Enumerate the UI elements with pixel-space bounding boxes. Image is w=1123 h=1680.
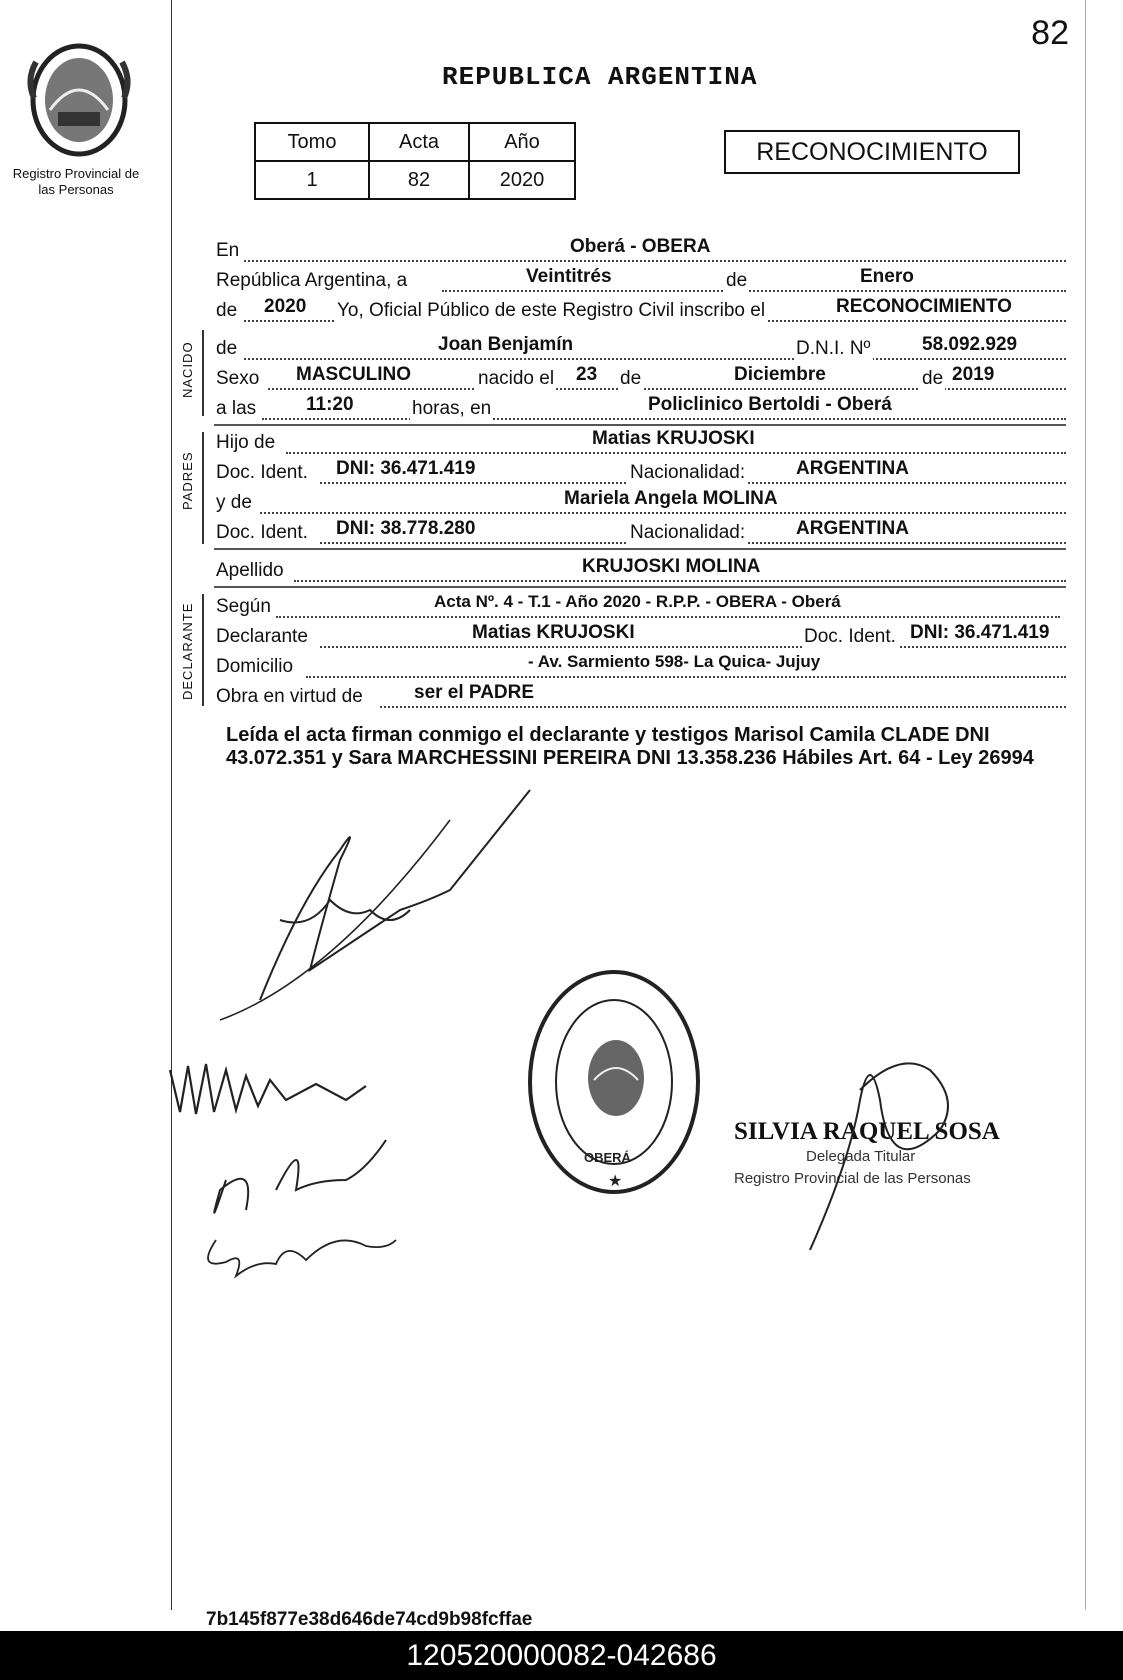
volume-table	[254, 122, 576, 200]
side-label-declarante: DECLARANTE	[180, 602, 195, 700]
row-according: Según Acta Nº. 4 - T.1 - Año 2020 - R.P.P. - OBERA - Oberá	[216, 592, 1066, 622]
row-sex-birth: Sexo MASCULINO nacido el 23 de Diciembre de 2019	[216, 364, 1066, 394]
mother-nat-value: ARGENTINA	[796, 518, 909, 539]
birth-day-value: 23	[576, 364, 598, 385]
act-type-box: RECONOCIMIENTO	[724, 130, 1020, 174]
day-value: Veintitrés	[526, 266, 612, 287]
declarant-signature-icon	[190, 780, 540, 1050]
capacity-value: ser el PADRE	[414, 682, 535, 703]
stamp-city: OBERÁ	[584, 1150, 631, 1165]
page-number: 82	[1031, 14, 1069, 52]
birth-month-value: Diciembre	[734, 364, 826, 385]
mother-doc-value: DNI: 38.778.280	[336, 518, 476, 539]
father-value: Matias KRUJOSKI	[592, 428, 755, 449]
row-father: Hijo de Matias KRUJOSKI	[216, 428, 1066, 458]
sex-value: MASCULINO	[296, 364, 412, 385]
official-org: Registro Provincial de las Personas	[734, 1170, 971, 1187]
anio-header: Año	[469, 123, 575, 161]
row-address: Domicilio - Av. Sarmiento 598- La Quica- Jujuy	[216, 652, 1066, 682]
surname-value: KRUJOSKI MOLINA	[582, 556, 761, 577]
mother-value: Mariela Angela MOLINA	[564, 488, 778, 509]
tomo-header: Tomo	[255, 123, 369, 161]
row-year: de 2020 Yo, Oficial Público de este Registro Civil inscribo el RECONOCIMIENTO	[216, 296, 1066, 326]
father-doc-value: DNI: 36.471.419	[336, 458, 476, 479]
document-hash: 7b145f877e38d646de74cd9b98fcffae	[206, 1609, 533, 1630]
tomo-value: 1	[255, 161, 369, 199]
registry-name: Registro Provincial de las Personas	[12, 166, 140, 197]
side-label-padres: PADRES	[180, 451, 195, 510]
month-value: Enero	[860, 266, 914, 287]
row-place: En Oberá - OBERA	[216, 236, 1066, 266]
anio-value: 2020	[469, 161, 575, 199]
father-nat-value: ARGENTINA	[796, 458, 909, 479]
acta-value: 82	[369, 161, 469, 199]
row-date: República Argentina, a Veintitrés de Enero	[216, 266, 1066, 296]
declarant-doc-value: DNI: 36.471.419	[910, 622, 1050, 643]
place-value: Oberá - OBERA	[570, 236, 711, 257]
birth-year-value: 2019	[952, 364, 995, 385]
row-surname: Apellido KRUJOSKI MOLINA	[216, 556, 1066, 586]
right-margin-rule	[1085, 0, 1086, 1610]
row-declarant: Declarante Matias KRUJOSKI Doc. Ident. DNI: 36.471.419	[216, 622, 1066, 652]
official-name: SILVIA RAQUEL SOSA	[734, 1118, 1000, 1145]
row-child: de Joan Benjamín D.N.I. Nº 58.092.929	[216, 334, 1066, 364]
row-time-place: a las 11:20 horas, en Policlinico Bertoldi - Oberá	[216, 394, 1066, 424]
declarante-bar	[202, 594, 204, 706]
according-to-value: Acta Nº. 4 - T.1 - Año 2020 - R.P.P. - OBERA - Oberá	[434, 592, 841, 611]
margin-rule	[171, 0, 172, 1610]
acta-header: Acta	[369, 123, 469, 161]
nacido-bar	[202, 330, 204, 416]
birth-time-value: 11:20	[306, 394, 354, 415]
year-value: 2020	[264, 296, 307, 317]
padres-bar	[202, 432, 204, 544]
row-mother: y de Mariela Angela MOLINA	[216, 488, 1066, 518]
separator	[214, 586, 1066, 588]
separator	[214, 548, 1066, 550]
witness-signatures-icon	[166, 1040, 456, 1290]
separator	[214, 424, 1066, 426]
document-title: REPUBLICA ARGENTINA	[442, 62, 758, 92]
provincial-seal-icon	[22, 40, 136, 158]
child-name-value: Joan Benjamín	[438, 334, 574, 355]
act-value: RECONOCIMIENTO	[836, 296, 1012, 317]
declarant-value: Matias KRUJOSKI	[472, 622, 635, 643]
official-role: Delegada Titular	[806, 1148, 916, 1165]
closing-statement: Leída el acta firman conmigo el declarante y testigos Marisol Camila CLADE DNI 43.072.351 y Sara MARCHESSINI PEREIRA DNI 13.358.236 Hábiles Art. 64 - Ley 26994	[226, 724, 1034, 769]
row-father-doc: Doc. Ident. DNI: 36.471.419 Nacionalidad: ARGENTINA	[216, 458, 1066, 488]
birth-place-value: Policlinico Bertoldi - Oberá	[648, 394, 892, 415]
child-dni-value: 58.092.929	[922, 334, 1018, 355]
barcode-number-bar: 120520000082-042686	[0, 1631, 1123, 1680]
address-value: - Av. Sarmiento 598- La Quica- Jujuy	[528, 652, 821, 671]
row-mother-doc: Doc. Ident. DNI: 38.778.280 Nacionalidad: ARGENTINA	[216, 518, 1066, 548]
side-label-nacido: NACIDO	[180, 341, 195, 398]
row-capacity: Obra en virtud de ser el PADRE	[216, 682, 1066, 712]
svg-text:★: ★	[608, 1173, 623, 1190]
official-signature-icon	[790, 1040, 970, 1260]
official-stamp-icon	[524, 966, 704, 1198]
